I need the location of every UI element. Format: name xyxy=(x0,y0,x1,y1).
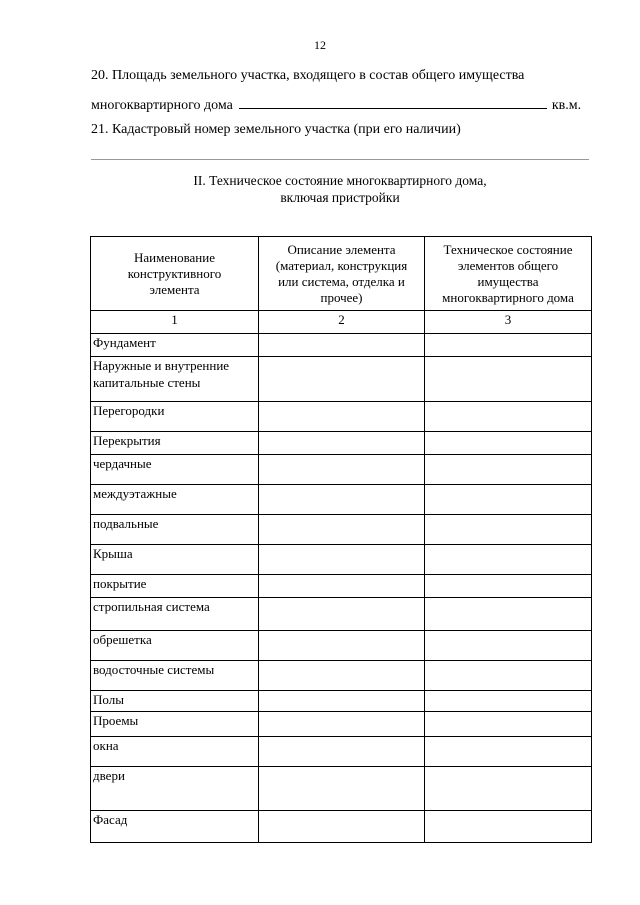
column-header-line: Техническое состояние xyxy=(443,241,573,257)
condition-cell[interactable] xyxy=(425,485,592,515)
table-row xyxy=(91,575,592,598)
item-20-line-1: 20. Площадь земельного участка, входящего в состав общего имущества xyxy=(91,68,525,83)
element-name: двери xyxy=(93,768,125,783)
element-name: покрытие xyxy=(93,576,147,591)
column-number: 3 xyxy=(425,311,592,334)
condition-cell[interactable] xyxy=(425,737,592,767)
description-cell[interactable] xyxy=(259,767,425,811)
column-header xyxy=(425,237,592,311)
column-header-line: имущества xyxy=(477,273,539,289)
element-name: водосточные системы xyxy=(93,662,215,677)
element-name-cell xyxy=(91,455,259,485)
element-name-cell xyxy=(91,575,259,598)
element-name-cell xyxy=(91,334,259,357)
table-row xyxy=(91,661,592,691)
condition-cell[interactable] xyxy=(425,598,592,631)
column-header-line: Описание элемента xyxy=(287,241,396,257)
table-row xyxy=(91,631,592,661)
table-row xyxy=(91,545,592,575)
element-name-cell xyxy=(91,357,259,402)
description-cell[interactable] xyxy=(259,691,425,712)
table-row xyxy=(91,485,592,515)
table-row xyxy=(91,515,592,545)
element-name: Крыша xyxy=(93,546,133,561)
description-cell[interactable] xyxy=(259,334,425,357)
condition-cell[interactable] xyxy=(425,334,592,357)
element-name-cell xyxy=(91,691,259,712)
condition-cell[interactable] xyxy=(425,515,592,545)
table-row xyxy=(91,357,592,402)
column-header-line: многоквартирного дома xyxy=(442,289,574,305)
description-cell[interactable] xyxy=(259,811,425,843)
description-cell[interactable] xyxy=(259,545,425,575)
element-name-cell xyxy=(91,402,259,432)
element-name: Фасад xyxy=(93,812,128,827)
header-row xyxy=(91,237,592,311)
column-header-line: элемента xyxy=(149,281,200,297)
element-name-cell xyxy=(91,432,259,455)
description-cell[interactable] xyxy=(259,575,425,598)
description-cell[interactable] xyxy=(259,631,425,661)
condition-cell[interactable] xyxy=(425,545,592,575)
element-name: чердачные xyxy=(93,456,152,471)
table-row xyxy=(91,432,592,455)
technical-state-table xyxy=(90,236,592,843)
section-title-line-1: II. Техническое состояние многоквартирного дома, xyxy=(193,173,487,188)
element-name: обрешетка xyxy=(93,632,152,647)
description-cell[interactable] xyxy=(259,357,425,402)
table-row xyxy=(91,712,592,737)
table-row xyxy=(91,737,592,767)
element-name-cell xyxy=(91,631,259,661)
element-name-cell xyxy=(91,811,259,843)
column-number: 1 xyxy=(91,311,259,334)
element-name-cell xyxy=(91,712,259,737)
condition-cell[interactable] xyxy=(425,767,592,811)
description-cell[interactable] xyxy=(259,485,425,515)
column-header-line: прочее) xyxy=(320,289,363,305)
element-name-cell xyxy=(91,515,259,545)
element-name: Перекрытия xyxy=(93,433,161,448)
table-row xyxy=(91,767,592,811)
condition-cell[interactable] xyxy=(425,811,592,843)
table-row xyxy=(91,402,592,432)
description-cell[interactable] xyxy=(259,515,425,545)
column-header-line: конструктивного xyxy=(127,265,222,281)
column-header-line: или система, отделка и xyxy=(278,273,405,289)
description-cell[interactable] xyxy=(259,598,425,631)
element-name: Проемы xyxy=(93,713,139,728)
description-cell[interactable] xyxy=(259,402,425,432)
table-row xyxy=(91,334,592,357)
condition-cell[interactable] xyxy=(425,432,592,455)
description-cell[interactable] xyxy=(259,432,425,455)
item-20-label: многоквартирного дома xyxy=(91,98,233,113)
element-name: Фундамент xyxy=(93,335,156,350)
condition-cell[interactable] xyxy=(425,357,592,402)
column-header-line: элементов общего xyxy=(457,257,559,273)
element-name: подвальные xyxy=(93,516,159,531)
column-header-line: (материал, конструкция xyxy=(275,257,408,273)
condition-cell[interactable] xyxy=(425,402,592,432)
column-header xyxy=(259,237,425,311)
page-number: 12 xyxy=(314,38,326,52)
table-row xyxy=(91,811,592,843)
column-number: 2 xyxy=(259,311,425,334)
description-cell[interactable] xyxy=(259,661,425,691)
element-name-cell xyxy=(91,767,259,811)
condition-cell[interactable] xyxy=(425,691,592,712)
condition-cell[interactable] xyxy=(425,631,592,661)
column-number-row xyxy=(91,311,592,334)
element-name: стропильная система xyxy=(93,599,210,614)
item-21: 21. Кадастровый номер земельного участка (при его наличии) xyxy=(91,122,461,137)
element-name: окна xyxy=(93,738,119,753)
description-cell[interactable] xyxy=(259,737,425,767)
condition-cell[interactable] xyxy=(425,661,592,691)
condition-cell[interactable] xyxy=(425,712,592,737)
cadastral-number-field[interactable] xyxy=(91,159,589,160)
element-name: капитальные стены xyxy=(93,375,201,390)
condition-cell[interactable] xyxy=(425,455,592,485)
element-name-cell xyxy=(91,737,259,767)
description-cell[interactable] xyxy=(259,455,425,485)
table-row xyxy=(91,455,592,485)
item-20-line-2 xyxy=(91,96,581,114)
item-20-unit: кв.м. xyxy=(551,98,582,113)
section-title xyxy=(90,172,590,206)
table-row xyxy=(91,598,592,631)
land-area-field[interactable] xyxy=(239,96,547,109)
element-name: Наружные и внутренние xyxy=(93,358,230,373)
element-name: Полы xyxy=(93,692,124,707)
element-name-cell xyxy=(91,661,259,691)
condition-cell[interactable] xyxy=(425,575,592,598)
description-cell[interactable] xyxy=(259,712,425,737)
column-header xyxy=(91,237,259,311)
element-name: Перегородки xyxy=(93,403,165,418)
element-name-cell xyxy=(91,485,259,515)
column-header-line: Наименование xyxy=(134,249,215,265)
element-name-cell xyxy=(91,545,259,575)
table-row xyxy=(91,691,592,712)
element-name: междуэтажные xyxy=(93,486,177,501)
element-name-cell xyxy=(91,598,259,631)
section-title-line-2: включая пристройки xyxy=(280,190,400,205)
